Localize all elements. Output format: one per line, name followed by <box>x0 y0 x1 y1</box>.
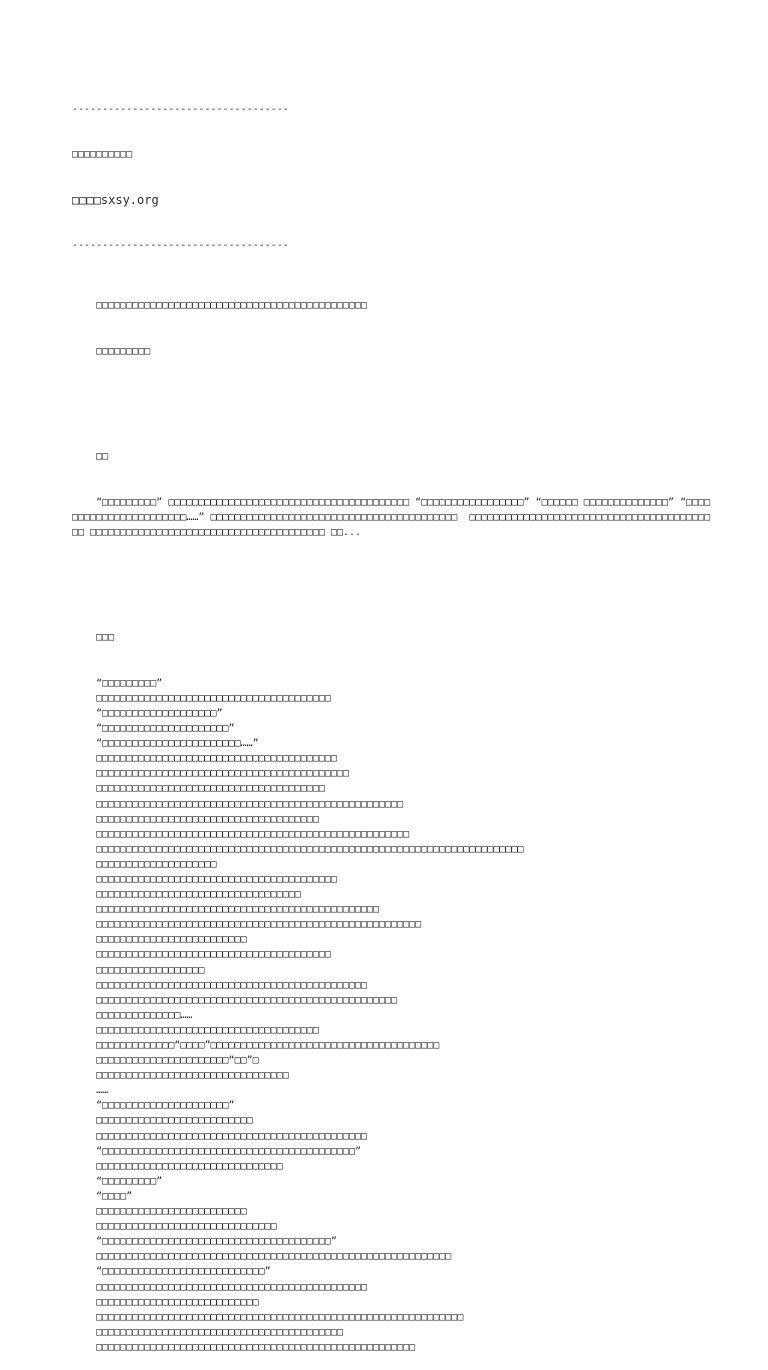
document-body <box>72 72 712 1370</box>
text-line: “□□□□” <box>72 1190 133 1202</box>
text-line: □□□□□□□□□□□□□□□□□□□□□□□□□□□□□□□□□□□□□□□□□□□□□□□□□□□ <box>72 798 404 810</box>
text-line: □□□□□□□□□□□□□□□□□□□□□□□□□□□□□□□□□□□□□□□□□□□□□ <box>72 1281 368 1293</box>
text-line: □□□□□□□□□□□□□“□□□□”□□□□□□□□□□□□□□□□□□□□□□□□□□□□□□□□□□□□□□ <box>72 1040 440 1051</box>
text-line: “□□□□□□□□□□□□□□□□□□□” <box>72 707 223 719</box>
text-line: □□□□□□□□□□□□□□□□□□□□□□□□□□□□□□□□□□□□□□□□□□□□□□□ <box>72 904 380 916</box>
rule-top: ------------------------------------ <box>72 104 289 116</box>
text-line: □□□□□□□□□□□□□□□□□□□□□□□□□ <box>72 1206 247 1218</box>
text-line: □□□□□□□□□□□□□□□□□□□□□□□□□□□□□□□□□□□□□□□□□□□□□ <box>72 1130 368 1142</box>
text-line: □□□□□□□□□□□□□□□□□□□□□□□□□□□□□□□□□□□□□ <box>72 1024 319 1036</box>
text-line: □□□□□□□□□□□□□□□□□□□□□□□□□□□□□□□□□□□□□□□□□□□□□□□□□□□□□□ <box>72 919 422 931</box>
document-title: □□□□□□□□□□ <box>72 149 133 161</box>
text-line: □□□□□□□□□□□□□□□□□□□□□□□□□ <box>72 934 247 946</box>
text-line: □□□□□□□□□□□□□□□□□□□□□□□□□□□□□□□□ <box>72 1070 289 1082</box>
text-line: □□□□□□□□□□□□□□□□□□□□ <box>72 858 217 870</box>
text-line: “□□□□□□□□□” <box>72 677 163 689</box>
text-line: “□□□□□□□□□□□□□□□□□□□□□□□□□□□” <box>72 1266 271 1278</box>
text-line: □□□□□□□□□□□□□□□□□□□□□□□□□□□□□□□□□□□□□□□□□□□□□□□□□□□□□□□□□□□□□□□□□□□□□□□ <box>72 843 524 855</box>
text-line: “□□□□□□□□□□□□□□□□□□□□□□□□□□□□□□□□□□□□□□” <box>72 1236 337 1248</box>
section1-paragraph: “□□□□□□□□□” □□□□□□□□□□□□□□□□□□□□□□□□□□□□□□□□□□□□□□□□ “□□□□□□□□□□□□□□□□□” “□□□□□□ □□□□□□□□□□□□□□” “□□□□□□□□□□□□□□□□□□□□□□□……” □□□□□□□□□□□□□□□□□□□□□□□□□□□□□□□□□□□□□□□□□ □□□□□□□□□□□□□□□□□□□□□□□□□□□□□□□□□□□□□□□□□□ □□□□□□□□□□□□□□□□□□□□□□□□□□□□□□□□□□□□□□□ □□... <box>72 496 711 538</box>
section2-body <box>72 676 712 1355</box>
text-line: □□□□□□□□□□□□□□□□□□□□□□□□□□□□□□□□□□□□□□□□□□□□□□□□□□ <box>72 994 398 1006</box>
text-line: …… <box>72 1085 109 1097</box>
intro-line-2: □□□□□□□□□ <box>72 345 151 357</box>
text-line: □□□□□□□□□□□□□□□□□□□□□□□□□□□□□□□□□□□□□□ <box>72 783 325 795</box>
text-line: □□□□□□□□□□□□□□□□□□□□□□□□□□□□□□□□□□□□□□□□□□ <box>72 768 349 780</box>
text-line: □□□□□□□□□□□□□□□□□□□□□□□□□□□□□□□□□□□□□□□□ <box>72 873 337 885</box>
text-line: □□□□□□□□□□□□□□□□□□□□□□□□□□□□□□ <box>72 1221 277 1233</box>
text-line: “□□□□□□□□□□□□□□□□□□□□□□□……” <box>72 738 259 750</box>
text-line: □□□□□□□□□□□□□□□□□□□□□□□□□□□□□□□□□□□□□□□□□ <box>72 1326 343 1338</box>
text-line: “□□□□□□□□□□□□□□□□□□□□□” <box>72 1100 235 1112</box>
text-line: □□□□□□□□□□□□□□□□□□□□□□□□□□□□□□□□□□□□□ <box>72 813 319 825</box>
text-line: □□□□□□□□□□□□□□□□□□□□□□□□□□□□□□□□□□□□□□□ <box>72 949 331 961</box>
text-line: □□□□□□□□□□□□□□□□□□□□□□□□□□□□□□□□□□□□□□□□□□□□□□□□□□□□□ <box>72 1341 416 1353</box>
rule-bottom: ------------------------------------ <box>72 240 289 252</box>
text-line: □□□□□□□□□□□□□□□□□□□□□□□□□□□□□□□□□□□□□□□□ <box>72 753 337 765</box>
text-line: □□□□□□□□□□□□□□□□□□□□□□□□□□□□□□□□□□□□□□□□□□□□□ <box>72 979 368 991</box>
text-line: □□□□□□□□□□□□□□□□□□□□□□□□□□□□□□□□□□□□□□□□□□□□□□□□□□□□□□□□□□□□□ <box>72 1311 464 1323</box>
text-line: □□□□□□□□□□□□□□□□□□□□□□□□□□ <box>72 1115 253 1127</box>
text-line: □□□□□□□□□□□□□□□□□□□□□□□□□□□□□□□□□□ <box>72 889 301 901</box>
spacer <box>72 389 712 404</box>
site-name: □□□□sxsy.org <box>72 192 159 207</box>
text-line: □□□□□□□□□□□□□□□□□□□□□□“□□”□ <box>72 1055 259 1067</box>
text-line: □□□□□□□□□□□□□□□□□□□□□□□□□□□□□□□□□□□□□□□□□□□□□□□□□□□□□□□□□□□ <box>72 1251 452 1263</box>
text-line: “□□□□□□□□□□□□□□□□□□□□□” <box>72 723 235 735</box>
text-line: □□□□□□□□□□□□□□□□□□□□□□□□□□□□□□□□□□□□□□□ <box>72 692 331 704</box>
section2-heading: □□□ <box>72 632 115 644</box>
spacer <box>72 570 712 585</box>
text-line: □□□□□□□□□□□□□□□□□□□□□□□□□□□□□□□ <box>72 1160 283 1172</box>
text-line: □□□□□□□□□□□□□□□□□□□□□□□□□□□□□□□□□□□□□□□□□□□□□□□□□□□□ <box>72 828 410 840</box>
text-line: “□□□□□□□□□” <box>72 1175 163 1187</box>
text-line: □□□□□□□□□□□□□□□□□□ <box>72 964 205 976</box>
section1-heading: □□ <box>72 451 109 463</box>
text-line: “□□□□□□□□□□□□□□□□□□□□□□□□□□□□□□□□□□□□□□□□□□” <box>72 1145 361 1157</box>
text-line: □□□□□□□□□□□□□□…… <box>72 1009 193 1021</box>
intro-line-1: □□□□□□□□□□□□□□□□□□□□□□□□□□□□□□□□□□□□□□□□□□□□□ <box>72 300 368 312</box>
text-line: □□□□□□□□□□□□□□□□□□□□□□□□□□□ <box>72 1296 259 1308</box>
